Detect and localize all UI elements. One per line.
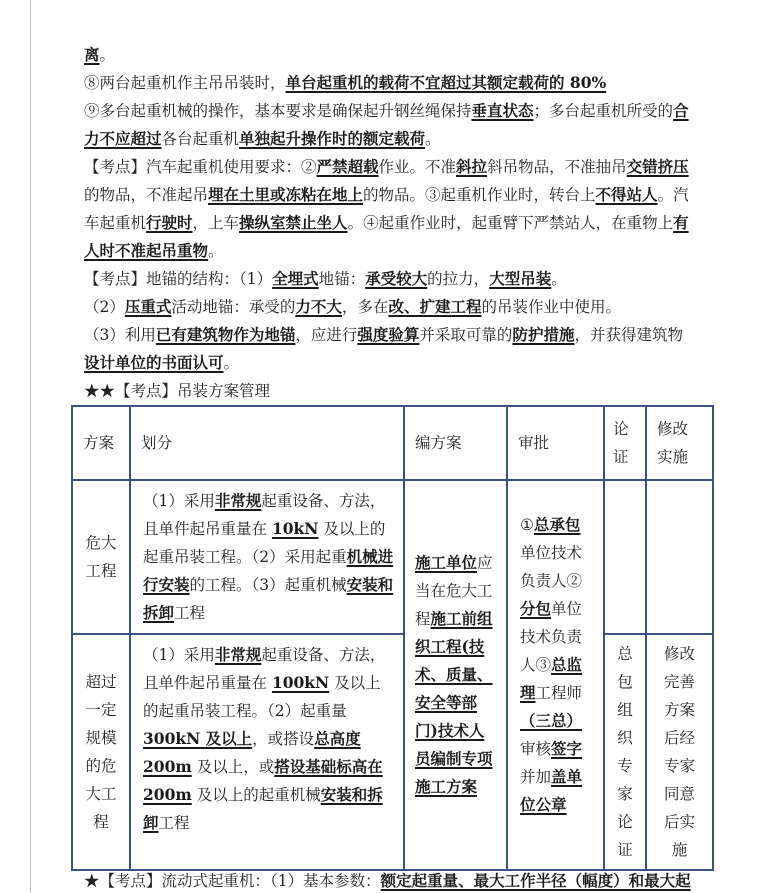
text-segment: ，上车 (192, 214, 240, 232)
text-line-6 (84, 183, 689, 207)
text-segment: 【考点】汽车起重机使用要求：② (84, 158, 317, 176)
underlined-phrase: 安装和拆卸 (143, 575, 394, 622)
underlined-phrase: 合 (673, 101, 689, 120)
row-scope-major-hazard (130, 480, 404, 634)
underlined-phrase: 分包 (520, 599, 552, 618)
text-segment: （2） (84, 298, 125, 316)
text-segment: 【考点】地锚的结构：（1） (84, 270, 273, 288)
text-segment: 。 (551, 270, 567, 288)
text-line-11 (84, 323, 683, 347)
text-segment: 的拉力， (427, 270, 490, 288)
row-name-major-hazard: 危大 工程 (72, 480, 130, 634)
empty-cell (604, 480, 646, 634)
revision-cell: 修改 完善 方案 后经 专家 同意 后实 施 (646, 634, 713, 870)
footer-line (84, 869, 691, 893)
text-segment: 应当在危大工程 (415, 554, 493, 628)
table-header-row (72, 406, 713, 480)
text-segment: ⑨多台起重机械的操作，基本要求是确保起升钢丝绳保持 (84, 102, 472, 120)
text-segment: 的吊装作业中使用。 (481, 298, 621, 316)
text-segment: 活动地锚：承受的 (171, 298, 296, 316)
text-line-8 (84, 239, 224, 263)
text-segment: 作业。不准 (378, 158, 457, 176)
text-segment: （2）起重量 (267, 702, 347, 720)
underlined-phrase: 搭设基础标高在 200m (143, 757, 383, 804)
underlined-phrase: 改、扩建工程 (388, 297, 482, 316)
text-segment: 及以上的起重吊装工程。（2）采用起重 (143, 520, 386, 566)
empty-cell (646, 480, 713, 634)
text-segment: 的物品。③起重机作业时，转台上 (363, 186, 596, 204)
text-line-4 (84, 127, 441, 151)
underlined-phrase: 总承包 (533, 515, 581, 534)
text-segment: （3）利用 (84, 326, 156, 344)
left-margin-rule (30, 0, 31, 892)
text-line-10 (84, 295, 621, 319)
underlined-phrase: 非常规 (214, 491, 262, 510)
text-segment: ，并获得建筑物 (574, 326, 683, 344)
underlined-phrase: 签字 (551, 739, 583, 758)
text-segment: 及以上的起重吊装工程。 (143, 674, 381, 720)
underlined-phrase: 设计单位的书面认可 (84, 353, 224, 372)
header-scheme: 方案 (72, 406, 130, 480)
text-segment: 单位技术负责人 (520, 544, 583, 590)
text-segment: 。 (208, 242, 224, 260)
text-segment: 单位技术负责人 (520, 600, 583, 674)
underlined-phrase: 交错挤压 (626, 157, 689, 176)
text-segment: 地锚： (318, 270, 366, 288)
underlined-phrase: 行驶时 (146, 213, 193, 232)
row-scope-over-scale (130, 634, 404, 870)
underlined-phrase: 压重式 (124, 297, 172, 316)
text-line-3 (84, 99, 689, 123)
text-segment: 的物品，不准起吊 (84, 186, 209, 204)
header-approval: 审批 (507, 406, 604, 480)
underlined-phrase: 全埋式 (272, 269, 319, 288)
header-division: 划分 (130, 406, 404, 480)
table-row (72, 634, 713, 870)
header-revision: 修改 实施 (646, 406, 713, 480)
approval-cell (507, 480, 604, 870)
text-segment: 斜吊物品，不准抽吊 (487, 158, 627, 176)
section-heading (84, 379, 270, 403)
underlined-phrase: 强度验算 (357, 325, 420, 344)
text-segment: 工程 (174, 604, 206, 622)
text-segment: 。汽 (657, 186, 689, 204)
underlined-phrase: 人时不准起吊重物 (84, 241, 209, 260)
text-segment: 并加 (520, 768, 552, 786)
text-segment: ② (566, 572, 583, 590)
underlined-phrase: 垂直状态 (471, 101, 534, 120)
underlined-phrase: 不得站人 (595, 185, 658, 204)
underlined-phrase: 力不大 (295, 297, 342, 316)
text-line-1 (84, 43, 115, 67)
underlined-phrase: 防护措施 (512, 325, 575, 344)
text-segment: ★★【考点】吊装方案管理 (84, 382, 271, 400)
text-segment: （1）采用 (143, 492, 215, 510)
row-name-over-scale: 超过 一定 规模 的危 大工 程 (72, 634, 130, 870)
text-segment: 的工程。（3）起重机械 (189, 576, 347, 594)
underlined-phrase: 严禁超载 (316, 157, 379, 176)
underlined-phrase: 有 (673, 213, 689, 232)
underlined-phrase: 10kN (271, 519, 319, 538)
underlined-phrase: 承受较大 (365, 269, 428, 288)
underlined-phrase: 操纵室禁止坐人 (239, 213, 348, 232)
text-segment: 及以上的起重机械 (191, 786, 321, 804)
demonstration-cell: 总 包 组 织 专 家 论 证 (604, 634, 646, 870)
underlined-phrase: 埋在土里或冻粘在地上 (208, 185, 364, 204)
lifting-plan-table (71, 405, 714, 871)
text-segment: ③ (535, 656, 552, 674)
underlined-phrase: 单独起升操作时的额定载荷 (239, 129, 426, 148)
underlined-phrase: 盖单位公章 (520, 767, 583, 814)
text-segment: 。 (425, 130, 441, 148)
text-segment: 各台起重机 (161, 130, 240, 148)
underlined-phrase: 单台起重机的载荷不宜超过其额定载荷的 80% (285, 73, 607, 92)
text-segment: 。④起重作业时，起重臂下严禁站人，在重物上 (347, 214, 674, 232)
text-segment: 起重设备、方法，且单件起吊重量在 (143, 492, 386, 538)
underlined-phrase: 非常规 (214, 645, 262, 664)
underlined-phrase: 300kN 及以上 (143, 729, 253, 748)
underlined-phrase: 100kN (271, 673, 330, 692)
underlined-phrase: 总监理 (520, 655, 583, 702)
underlined-phrase: 安装和拆卸 (143, 785, 383, 832)
text-line-7 (84, 211, 689, 235)
text-segment: 及以上，或 (191, 758, 275, 776)
underlined-phrase: 额定起重量、最大工作半径（幅度）和最大起 (380, 871, 691, 890)
header-demonstration: 论 证 (604, 406, 646, 480)
text-segment: ；多台起重机所受的 (533, 102, 674, 120)
text-line-12 (84, 351, 239, 375)
underlined-phrase: 大型吊装 (489, 269, 552, 288)
underlined-phrase: 力不应超过 (84, 129, 162, 148)
text-segment: ① (520, 516, 534, 534)
header-author: 编方案 (404, 406, 507, 480)
text-segment: 车起重机 (84, 214, 147, 232)
text-segment: 并采取可靠的 (419, 326, 513, 344)
text-segment: 工程师 (535, 684, 583, 702)
underlined-phrase: 总高度 200m (143, 729, 361, 776)
underlined-phrase: 机械进行安装 (143, 547, 394, 594)
text-segment: 工程 (158, 814, 190, 832)
text-segment: 起重设备、方法，且单件起吊重量在 (143, 646, 386, 692)
text-segment: 审核 (520, 740, 552, 758)
text-segment: ⑧两台起重机作主吊吊装时， (84, 74, 286, 92)
underlined-phrase: 离 (84, 45, 100, 64)
text-line-9 (84, 267, 567, 291)
text-segment: 。 (223, 354, 240, 372)
underlined-phrase: 施工前组织工程(技术、质量、安全等部门)技术人员编制专项施工方案 (415, 609, 493, 796)
text-segment: ，多在 (341, 298, 389, 316)
underlined-phrase: 已有建筑物作为地锚 (155, 325, 296, 344)
text-segment: （1）采用 (143, 646, 215, 664)
text-segment: ，应进行 (295, 326, 358, 344)
underlined-phrase: 斜拉 (456, 157, 488, 176)
text-segment: ★【考点】流动式起重机：（1）基本参数： (84, 872, 381, 890)
table-row (72, 480, 713, 634)
underlined-phrase: 施工单位 (415, 553, 478, 572)
text-line-5 (84, 155, 689, 179)
text-line-2 (84, 71, 606, 95)
plan-author-cell (404, 480, 507, 870)
text-segment: 。 (99, 46, 116, 64)
text-segment: ，或搭设 (252, 730, 315, 748)
underlined-phrase: （三总） (520, 711, 583, 730)
